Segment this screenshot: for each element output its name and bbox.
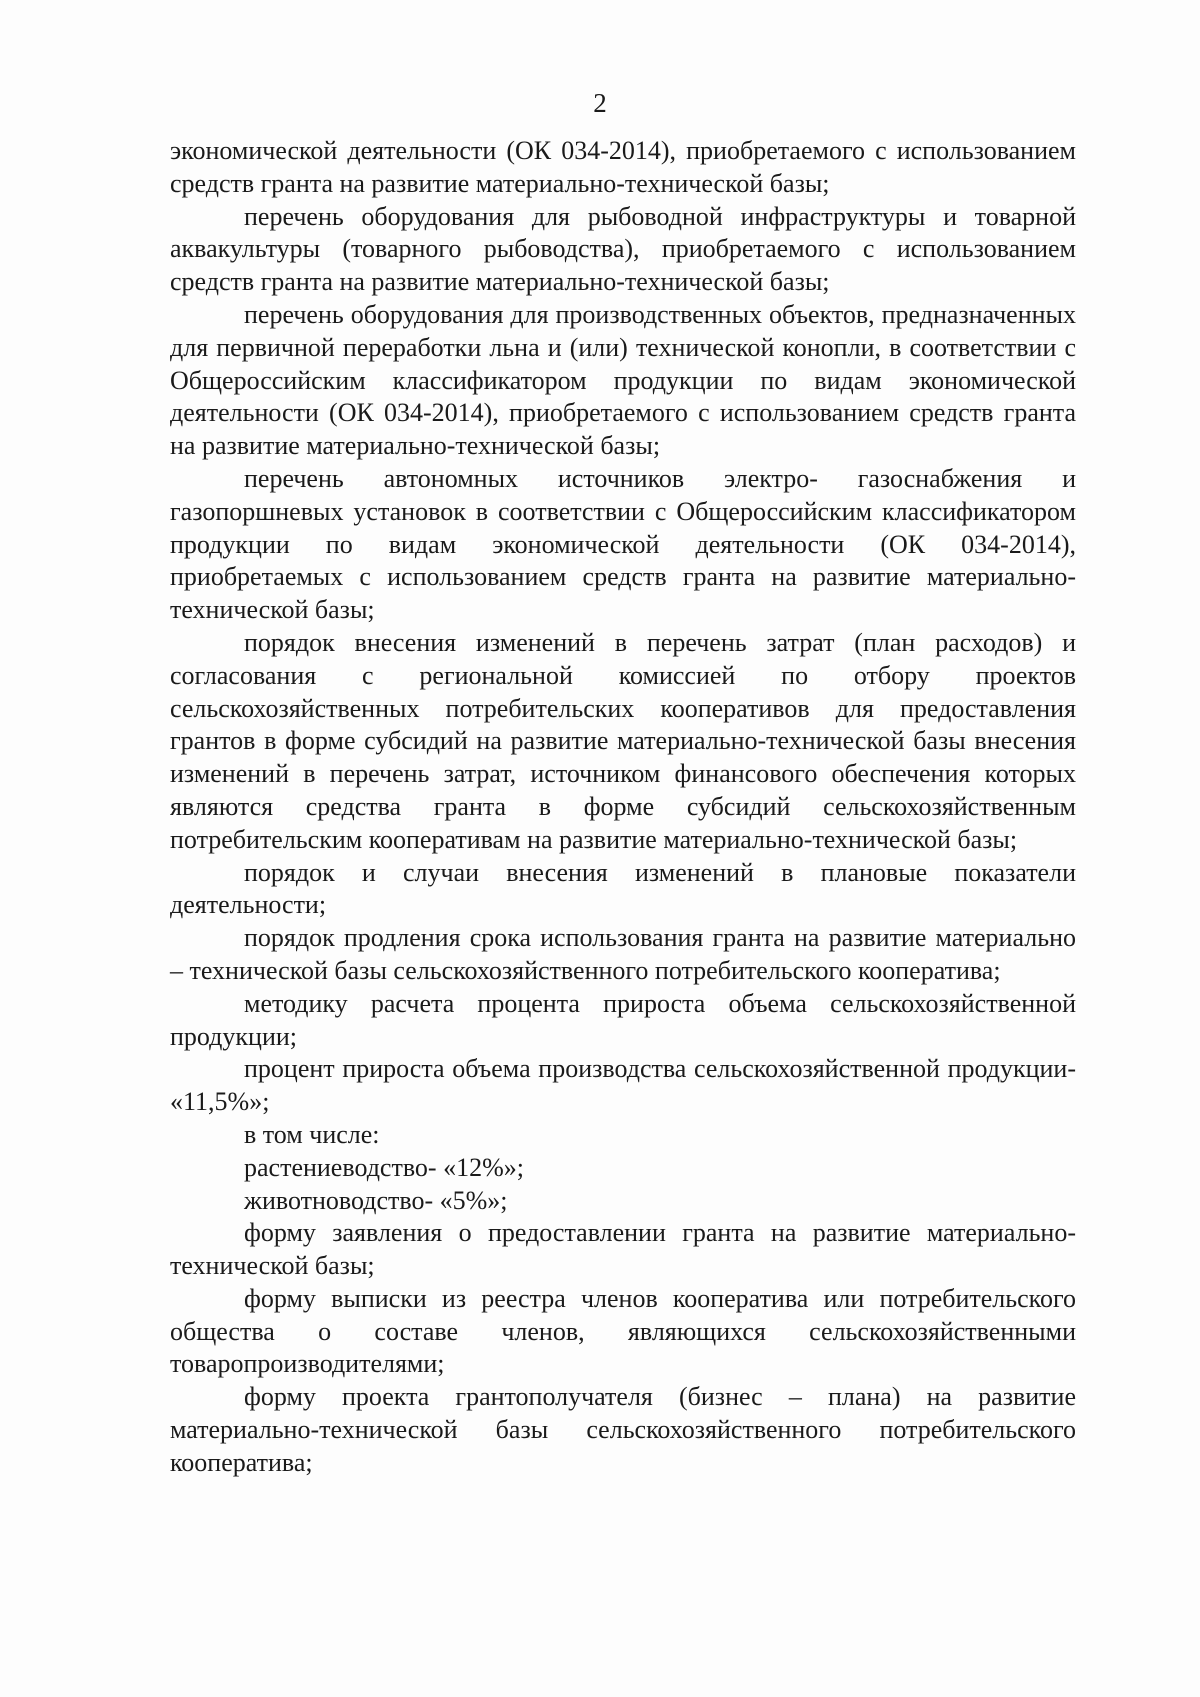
page-number: 2 bbox=[593, 88, 607, 118]
paragraph: перечень автономных источников электро- газоснабжения и газопоршневых установок в соответствии с Общероссийским классификатором продукции по видам экономической деятельности (ОК 034-2014), приобретаемых с использованием средств гранта на развитие материально-технической базы; bbox=[170, 463, 1076, 625]
paragraph: перечень оборудования для рыбоводной инфраструктуры и товарной аквакультуры (товарного рыбоводства), приобретаемого с использованием средств гранта на развитие материально-технической базы; bbox=[170, 201, 1076, 297]
paragraph: процент прироста объема производства сельскохозяйственной продукции- «11,5%»; bbox=[170, 1054, 1076, 1117]
paragraph: животноводство- «5%»; bbox=[244, 1185, 508, 1215]
paragraph: в том числе: bbox=[244, 1119, 380, 1149]
paragraph: порядок внесения изменений в перечень затрат (план расходов) и согласования с региональной комиссией по отбору проектов сельскохозяйственных потребительских кооперативов для предоставления грантов в форме субсидий на развитие материально-технической базы внесения изменений в перечень затрат, источником финансового обеспечения которых являются средства гранта в форме субсидий сельскохозяйственным потребительским кооперативам на развитие материально-технической базы; bbox=[170, 627, 1076, 854]
paragraph: форму заявления о предоставлении гранта на развитие материально-технической базы; bbox=[170, 1218, 1076, 1281]
paragraph: перечень оборудования для производственных объектов, предназначенных для первичной переработки льна и (или) технической конопли, в соответствии с Общероссийским классификатором продукции по видам экономической деятельности (ОК 034-2014), приобретаемого с использованием средств гранта на развитие материально-технической базы; bbox=[170, 299, 1076, 461]
paragraph: форму проекта грантополучателя (бизнес – плана) на развитие материально-технической базы сельскохозяйственного потребительского кооператива; bbox=[170, 1382, 1076, 1477]
paragraph: форму выписки из реестра членов кооператива или потребительского общества о составе членов, являющихся сельскохозяйственными товаропроизводителями; bbox=[170, 1283, 1076, 1379]
paragraph: методику расчета процента прироста объема сельскохозяйственной продукции; bbox=[170, 988, 1076, 1051]
paragraph: порядок продления срока использования гранта на развитие материально – технической базы сельскохозяйственного потребительского кооператива; bbox=[170, 923, 1076, 985]
paragraph: порядок и случаи внесения изменений в плановые показатели деятельности; bbox=[170, 857, 1076, 920]
paragraph: растениеводство- «12%»; bbox=[244, 1152, 524, 1182]
paragraph: экономической деятельности (ОК 034-2014), приобретаемого с использованием средств гранта на развитие материально-технической базы; bbox=[170, 136, 1076, 198]
document-body bbox=[170, 135, 1076, 1480]
